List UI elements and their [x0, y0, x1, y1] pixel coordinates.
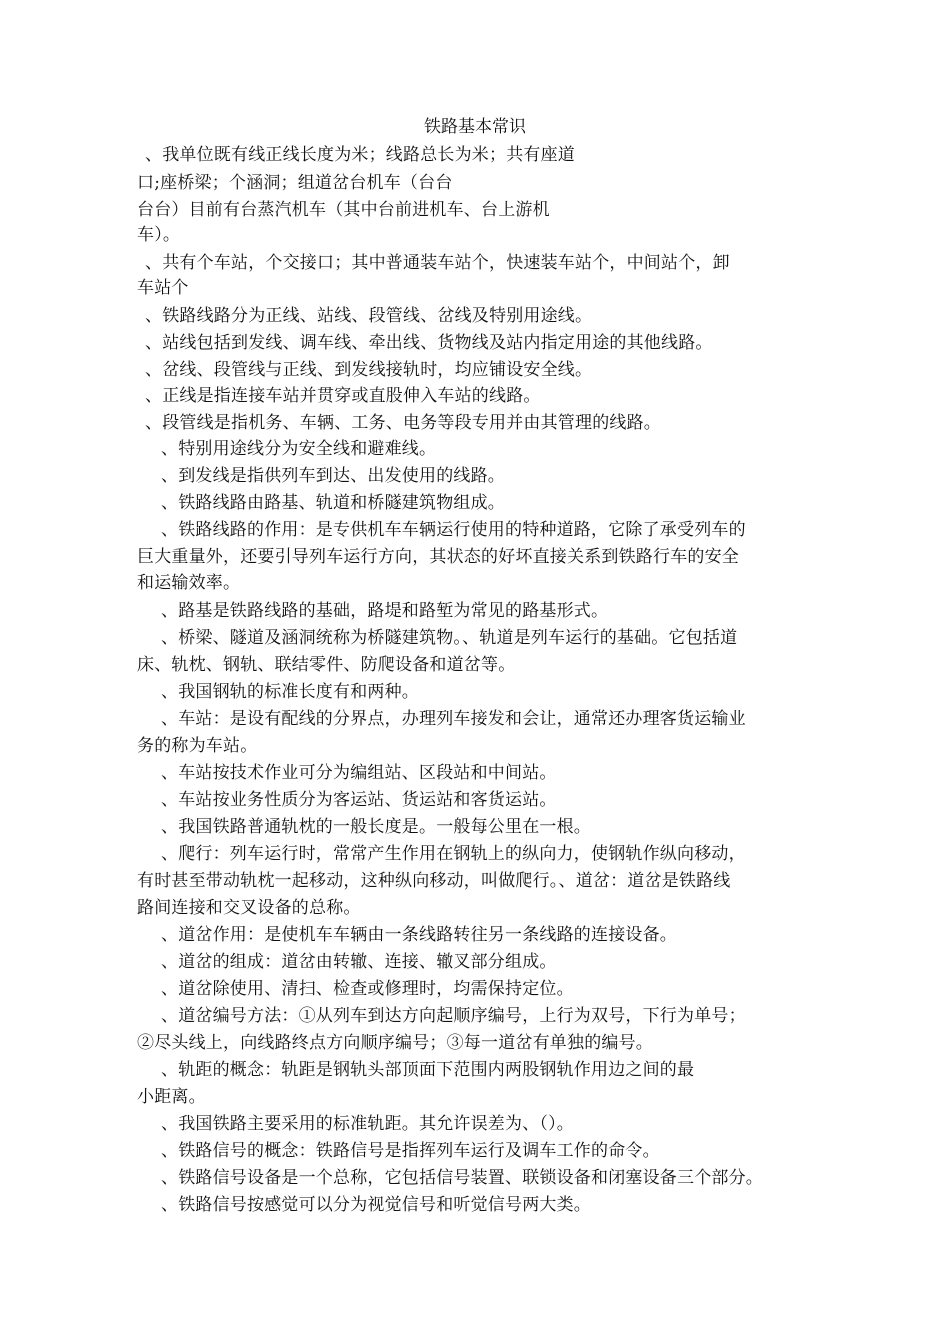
text-line: 有时甚至带动轨枕一起移动，这种纵向移动，叫做爬行。、道岔：道岔是铁路线: [137, 871, 731, 891]
text-line: 车站个: [137, 278, 189, 298]
text-line: 、道岔作用：是使机车车辆由一条线路转往另一条线路的连接设备。: [161, 925, 677, 945]
text-line: 、共有个车站，个交接口；其中普通装车站个，快速装车站个，中间站个，卸: [145, 253, 730, 273]
document-title: 铁路基本常识: [424, 117, 526, 137]
text-line: 、正线是指连接车站并贯穿或直股伸入车站的线路。: [145, 386, 541, 406]
text-line: 、道岔编号方法：①从列车到达方向起顺序编号，上行为双号，下行为单号；: [161, 1006, 746, 1026]
text-line: 、爬行：列车运行时，常常产生作用在钢轨上的纵向力，使钢轨作纵向移动，: [161, 844, 746, 864]
text-line: 、我单位既有线正线长度为米；线路总长为米；共有座道: [145, 145, 575, 165]
text-line: 、轨距的概念：轨距是钢轨头部顶面下范围内两股钢轨作用边之间的最: [161, 1060, 695, 1080]
text-line: 务的称为车站。: [137, 736, 258, 756]
text-line: 、铁路线路分为正线、站线、段管线、岔线及特别用途线。: [145, 306, 593, 326]
text-line: 和运输效率。: [137, 573, 241, 593]
text-line: 口;座桥梁；个涵洞；组道岔台机车（台台: [137, 173, 453, 193]
text-line: 台台）目前有台蒸汽机车（其中台前进机车、台上游机: [137, 200, 550, 220]
text-line: 、我国铁路主要采用的标准轨距。其允许误差为、（）。: [161, 1114, 574, 1134]
text-line: 、道岔除使用、清扫、检查或修理时，均需保持定位。: [161, 979, 574, 999]
text-line: 、段管线是指机务、车辆、工务、电务等段专用并由其管理的线路。: [145, 413, 661, 433]
text-line: 、路基是铁路线路的基础，路堤和路堑为常见的路基形式。: [161, 601, 609, 621]
text-line: 、岔线、段管线与正线、到发线接轨时，均应铺设安全线。: [145, 360, 593, 380]
text-line: 小距离。: [137, 1087, 206, 1107]
text-line: 、我国钢轨的标准长度有和两种。: [161, 682, 419, 702]
text-line: 、铁路信号设备是一个总称，它包括信号装置、联锁设备和闭塞设备三个部分。: [161, 1168, 763, 1188]
text-line: 、到发线是指供列车到达、出发使用的线路。: [161, 466, 505, 486]
text-line: 车）。: [137, 225, 181, 245]
text-line: 路间连接和交叉设备的总称。: [137, 898, 361, 918]
text-line: 、我国铁路普通轨枕的一般长度是。一般每公里在一根。: [161, 817, 591, 837]
text-line: 、铁路线路由路基、轨道和桥隧建筑物组成。: [161, 493, 505, 513]
text-line: ②尽头线上，向线路终点方向顺序编号；③每一道岔有单独的编号。: [137, 1033, 653, 1053]
text-line: 、车站按技术作业可分为编组站、区段站和中间站。: [161, 763, 557, 783]
text-line: 、铁路信号按感觉可以分为视觉信号和听觉信号两大类。: [161, 1195, 591, 1215]
text-line: 床、轨枕、钢轨、联结零件、防爬设备和道岔等。: [137, 655, 516, 675]
text-line: 、车站按业务性质分为客运站、货运站和客货运站。: [161, 790, 557, 810]
text-line: 、道岔的组成：道岔由转辙、连接、辙叉部分组成。: [161, 952, 557, 972]
text-line: 、站线包括到发线、调车线、牵出线、货物线及站内指定用途的其他线路。: [145, 333, 713, 353]
text-line: 、特别用途线分为安全线和避难线。: [161, 439, 437, 459]
text-line: 、桥梁、隧道及涵洞统称为桥隧建筑物。、轨道是列车运行的基础。它包括道: [161, 628, 738, 648]
text-line: 、车站：是设有配线的分界点，办理列车接发和会让，通常还办理客货运输业: [161, 709, 746, 729]
text-line: 、铁路线路的作用：是专供机车车辆运行使用的特种道路，它除了承受列车的: [161, 520, 746, 540]
text-line: 、铁路信号的概念：铁路信号是指挥列车运行及调车工作的命令。: [161, 1141, 660, 1161]
text-line: 巨大重量外，还要引导列车运行方向，其状态的好坏直接关系到铁路行车的安全: [137, 547, 739, 567]
